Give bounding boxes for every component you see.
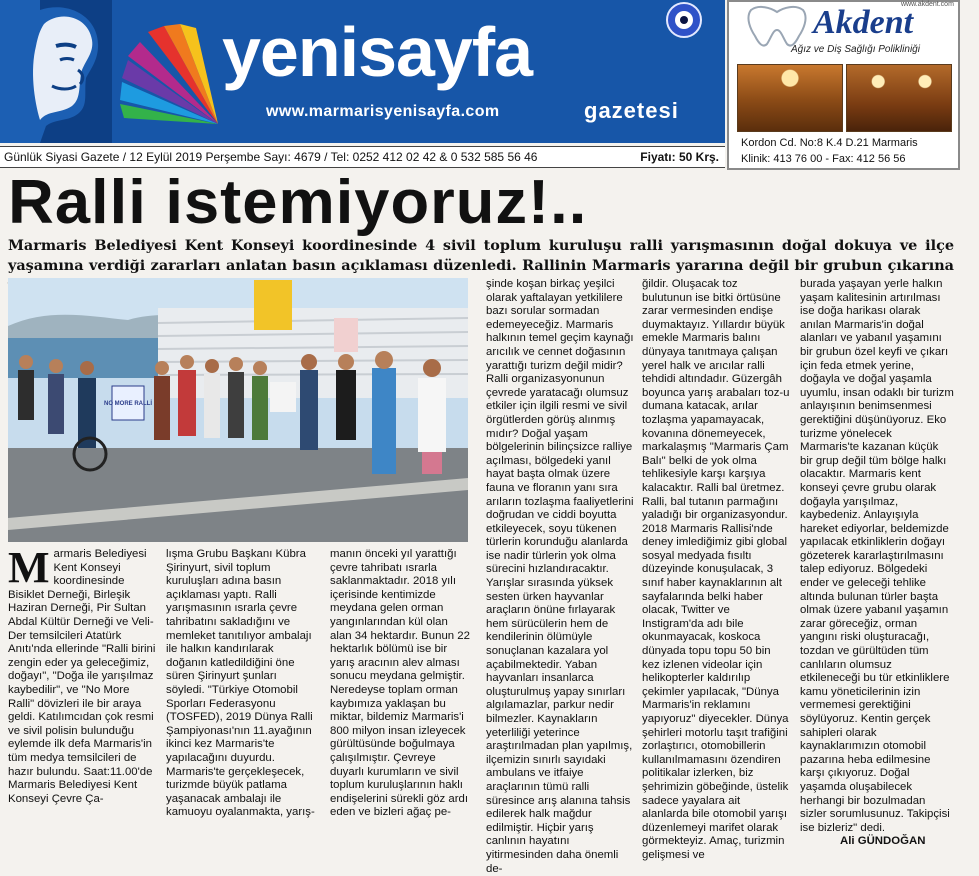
ad-phone: Klinik: 413 76 00 - Fax: 412 56 56 xyxy=(741,153,906,165)
ataturk-portrait-icon xyxy=(0,0,112,143)
masthead-tagline: gazetesi xyxy=(584,98,679,123)
headline: Ralli istemiyoruz!.. xyxy=(8,168,588,237)
article-column-1 xyxy=(8,543,158,805)
masthead xyxy=(0,0,725,143)
dental-clinic-ad[interactable] xyxy=(727,0,960,170)
article-column-6 xyxy=(800,278,954,848)
ad-website: www.akdent.com xyxy=(901,1,954,8)
ad-brand: Akdent xyxy=(813,4,914,41)
clinic-interior-photo-1 xyxy=(737,64,843,132)
evil-eye-icon xyxy=(666,2,702,38)
protest-sign: NO MORE RALLİ xyxy=(104,401,152,407)
article-column-1-text: armaris Belediyesi Kent Konseyi koordinesinde Bisiklet Derneği, Birleşik Haziran Derneği, Pir Sultan Abdal Kültür Derneği ve Veli-Der temsilcileri Atatürk Anıtı'nda ellerinde "Ralli birini zengin eder ya geleceğimiz, doğayı", "Doğa ile yarışılmaz kaybedilir", ve "No More Ralli" dövizleri ile bir araya geldi. Katılımcıdan çok resmi ve sivil polisin bulunduğu eylemde ilk defa Marmaris'in tüm medya temsilcileri de hazır bulundu. Saat:11.00'de Marmaris Belediyesi Kent Konseyi Çevre Ça- xyxy=(8,548,156,805)
article-column-2 xyxy=(166,548,316,819)
article-column-5-text: ğildir. Oluşacak toz bulutunun ise bitki örtüsüne zarar vermesinden endişe duymaktayız. Yıllardır büyük emekle Marmaris balını dünyaya tanıtmaya çalışan yerel halk ve arıcılar ralli tehdidi altındadır. Güzergâh boyunca yarış arabaları toz-u dumana katacak, arılar tozlaşma yapamayacak, kovanına dönemeyecek, markalaşmış "Marmaris Çam Balı" belki de yok olma tehlikesiyle karşı karşıya kalacaktır. Ralli bal üretmez. Ralli, bal tutanın parmağını yaladığı bir organizasyondur. 2018 Marmaris Rallisi'nde deney imlediğimiz gibi global sosyal medyada fısıltı düzeyinde konuşulacak, 3 sınıf haber kaynaklarının alt sayfalarında belki haber olacak, Twitter ve Instigram'da adı bile okunmayacak, koskoca dünyada topu topu 50 bin kez izlenen videolar için helikopterler kaldırılıp çekimler yapılacak, "Dünya Marmaris'in reklamını yapıyoruz" diyecekler. Dünya şehirleri motorlu taşıt trafiğini zorlaştırıcı, otomobillerin kullanılmamasını özendiren politikalar izlerken, biz şehrimizin göbeğinde, üstelik sadece yayalara ait alanlarda bile otomobil yarışı düzenlemeyi marifet olarak görmekteyiz. Amaç, turizmin gelişmesi ve xyxy=(642,278,790,861)
ad-slogan: Ağız ve Diş Sağlığı Polikliniği xyxy=(791,44,920,55)
article-signature: Ali GÜNDOĞAN xyxy=(840,835,926,848)
article-column-4-text: şinde koşan birkaç yeşilci olarak yaftalayan yetkililere bazı sorular sormadan edemeyeceğiz. Marmaris halkının temel geçim kaynağı arıcılık ve cennet doğasının yarattığı turizm değil midir? Ralli organizasyonunun çevrede yaratacağı olumsuz etkiler için ilgili resmi ve sivil örgütlerden görüş alınmış mıdır? Doğal yaşam bölgelerinin bilinçsizce ralliye açılması, bölgedeki yanıl hayat başta olmak üzere fauna ve floranın yanı sıra arıların tozlaşma faaliyetlerini doğrudan ve ciddi boyutta etkileyecek, soyu tükenen türlerin korunduğu alanlarda ise nadir türlerin yok olma sürecini hızlandıracaktır. Yarışlar sırasında yüksek sesten ürken hayvanlar araçların önüne fırlayarak hem sürücülerin hem de kendilerinin ölümüyle sonuçlanan kazalara yol açabilmektedir. Yaban hayvanları insanlarca oluşturulmuş yapay sınırları algılamazlar, parkur nedir bilmezler. Kaynakların yeterliliği yeterince araştırılmadan plan yapılmış, ilçemizin sınırlı sayıdaki ambulans ve itfaiye araçlarının tümü ralli süresince arış alanına tahsis edilerek halk mağdur edilmiştir. Hiçbir yarış canlının hayatını yitirmesinden daha önemli de- xyxy=(486,278,634,875)
article-column-6-text: burada yaşayan yerle halkın yaşam kalitesinin artırılması ise doğa harikası olarak anılan Marmaris'in doğal alanları ve yabanıl yaşamını bir grubun özel keyfi ve çıkarı için feda etmek yerine, doğayla ve doğal yaşamla uyumlu, insan odaklı bir turizm anlayışının benimsenmesi gerektiğini düşünüyoruz. Eko turizme yönelecek Marmaris'te kazanan küçük bir grup değil tüm bölge halkı olacaktır. Marmaris kent konseyi çevre grubu olarak doğayla yarışılmaz, kaybedeniz. Anlayışıyla hareket ediyorlar, beldemizde yapılacak etkinliklerin doğayı gözeterek kararlaştırılmasını talep ediyoruz. Bölgedeki ender ve geleceği tehlike altında bulunan türler başta olmak üzere yabanıl yaşamın zarar göreceğiz, orman yangını riski oluşturacağı, tozdan ve gürültüden tüm canlıların olumsuz etkileneceği bu tür etkinliklere kamu yöneticilerinin izin vermemesi gerektiğini söylüyoruz. Kentin gerçek sahipleri olarak kaynaklarımızın otomobil pazarına heba edilmesine karşı çıkıyoruz. Doğal yaşamda oluşabilecek herhangi bir bozulmadan sizler sorumlusunuz. Takipçisi ise bizleriz" dedi. xyxy=(800,278,954,834)
clinic-interior-photo-2 xyxy=(846,64,952,132)
article-column-4 xyxy=(486,278,634,875)
ad-address: Kordon Cd. No:8 K.4 D.21 Marmaris xyxy=(741,137,918,149)
protest-photo xyxy=(8,278,468,542)
subheadline: Marmaris Belediyesi Kent Konseyi koordinesinde 4 sivil toplum kuruluşu ralli yarışmasının doğal dokuya ve ilçe yaşamına verdiği zararları anlatan basın açıklaması düzenledi. Rallinin Marmaris yararına değil bir grubun çıkarına xyxy=(8,237,954,274)
issue-info-text: Günlük Siyasi Gazete / 12 Eylül 2019 Perşembe Sayı: 4679 / Tel: 0252 412 02 42 & 0 532 585 56 46 xyxy=(4,150,538,164)
article-dropcap: M xyxy=(8,543,50,592)
article-column-5 xyxy=(642,278,790,861)
tooth-icon xyxy=(745,4,809,48)
masthead-brand: yenisayfa xyxy=(222,13,533,91)
article-column-3-text: manın önceki yıl yarattığı çevre tahribatı ısrarla saklanmaktadır. 2018 yılı içerisinde kentimizde meydana gelen orman yangınlarından kül olan alan 34 hektardır. Bunun 22 hektarlık bölümü ise bir yarış aracının alev alması sonucu meydana gelmiştir. Neredeyse toplam orman kaybımıza yaklaşan bu miktar, bildemiz Marmaris'i 800 milyon insan izleyecek gürültüsünde boğulmaya çalışılmıştır. Çevreye duyarlı kurumların ve sivil toplum kuruluşlarının haklı endişelerini sürekli göz ardı eden ve bizleri ağaç pe- xyxy=(330,548,470,819)
issue-price: Fiyatı: 50 Krş. xyxy=(640,150,719,164)
issue-info-strip xyxy=(0,146,725,168)
article-column-3 xyxy=(330,548,470,819)
masthead-url[interactable]: www.marmarisyenisayfa.com xyxy=(266,103,500,120)
article-column-2-text: lışma Grubu Başkanı Kübra Şirinyurt, sivil toplum kuruluşları adına basın açıklaması yaptı. Ralli yarışmasının ısrarla çevre tahribatını sakladığını ve memleket tanıtılıyor ambalajı ile halkın kandırılarak doğanın katledildiğini öne süren Şirinyurt şunları söyledi. "Türkiye Otomobil Sporları Federasyonu (TOSFED), 2019 Dünya Ralli Şampiyonası'nın 11.ayağının ikinci kez Marmaris'te yapılacağını duyurdu. Marmaris'te gerçekleşecek, turizmde büyük patlama yaşanacak ambalajı ile kamuoyu oyalanmakta, yarış- xyxy=(166,548,315,819)
